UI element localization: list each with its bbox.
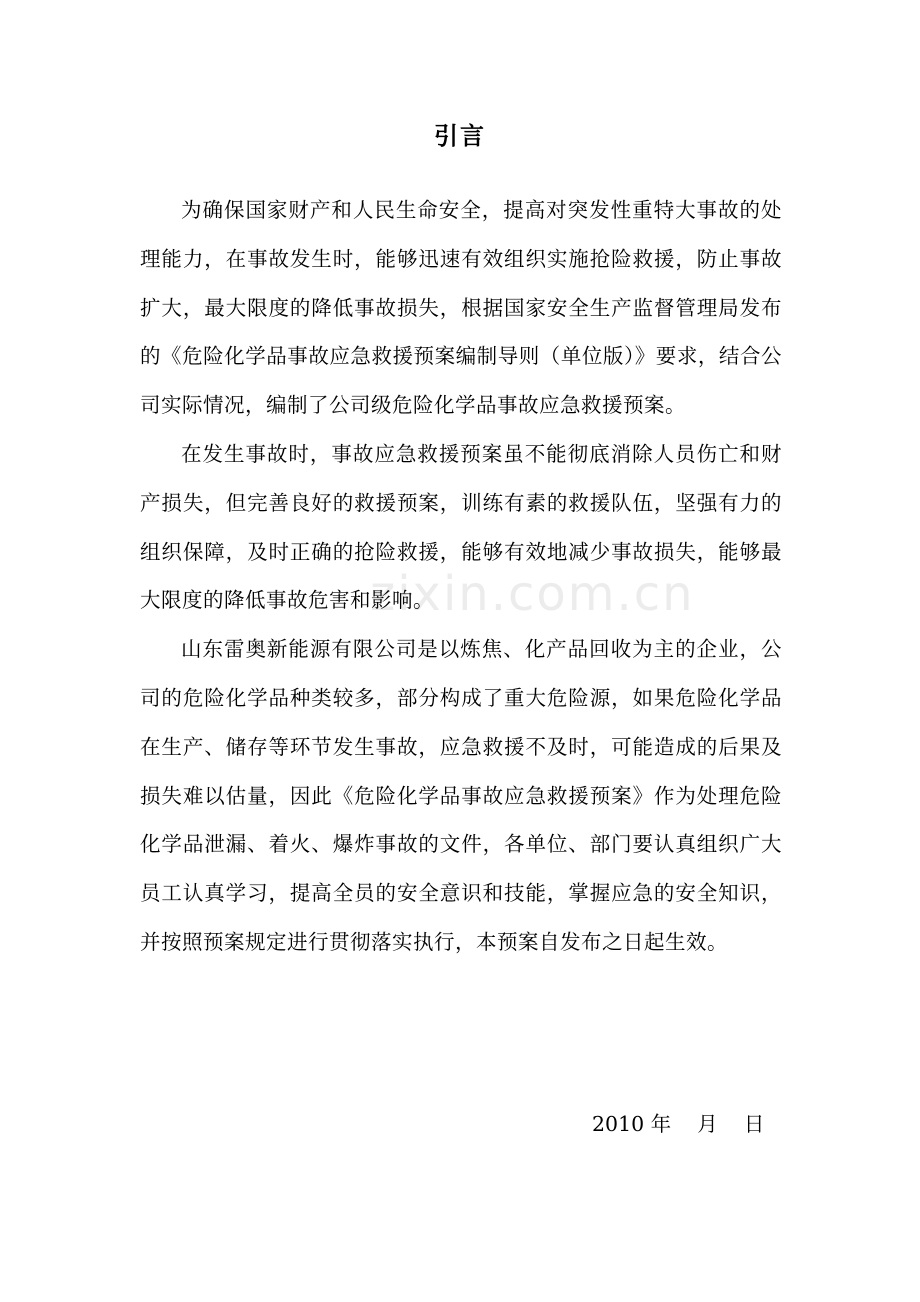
paragraph-effect: 在发生事故时，事故应急救援预案虽不能彻底消除人员伤亡和财产损失，但完善良好的救援预案，训练有素的救援队伍，坚强有力的组织保障，及时正确的抢险救援，能够有效地减少事故损失，能够最大限度的降低事故危害和影响。 [140, 441, 782, 613]
page-title: 引言 [434, 122, 486, 150]
watermark: zixin.com.cn [370, 566, 695, 622]
date-line: 2010 年 月 日 [592, 1112, 765, 1136]
paragraph-company: 山东雷奥新能源有限公司是以炼焦、化产品回收为主的企业，公司的危险化学品种类较多，部分构成了重大危险源，如果危险化学品在生产、储存等环节发生事故，应急救援不及时，可能造成的后果及损失难以估量，因此《危险化学品事故应急救援预案》作为处理危险化学品泄漏、着火、爆炸事故的文件，各单位、部门要认真组织广大员工认真学习，提高全员的安全意识和技能，掌握应急的安全知识，并按照预案规定进行贯彻落实执行，本预案自发布之日起生效。 [140, 637, 782, 954]
paragraph-purpose: 为确保国家财产和人民生命安全，提高对突发性重特大事故的处理能力，在事故发生时，能够迅速有效组织实施抢险救援，防止事故扩大，最大限度的降低事故损失，根据国家安全生产监督管理局发布的《危险化学品事故应急救援预案编制导则（单位版）》要求，结合公司实际情况，编制了公司级危险化学品事故应急救援预案。 [140, 198, 782, 418]
body-text [140, 186, 782, 967]
